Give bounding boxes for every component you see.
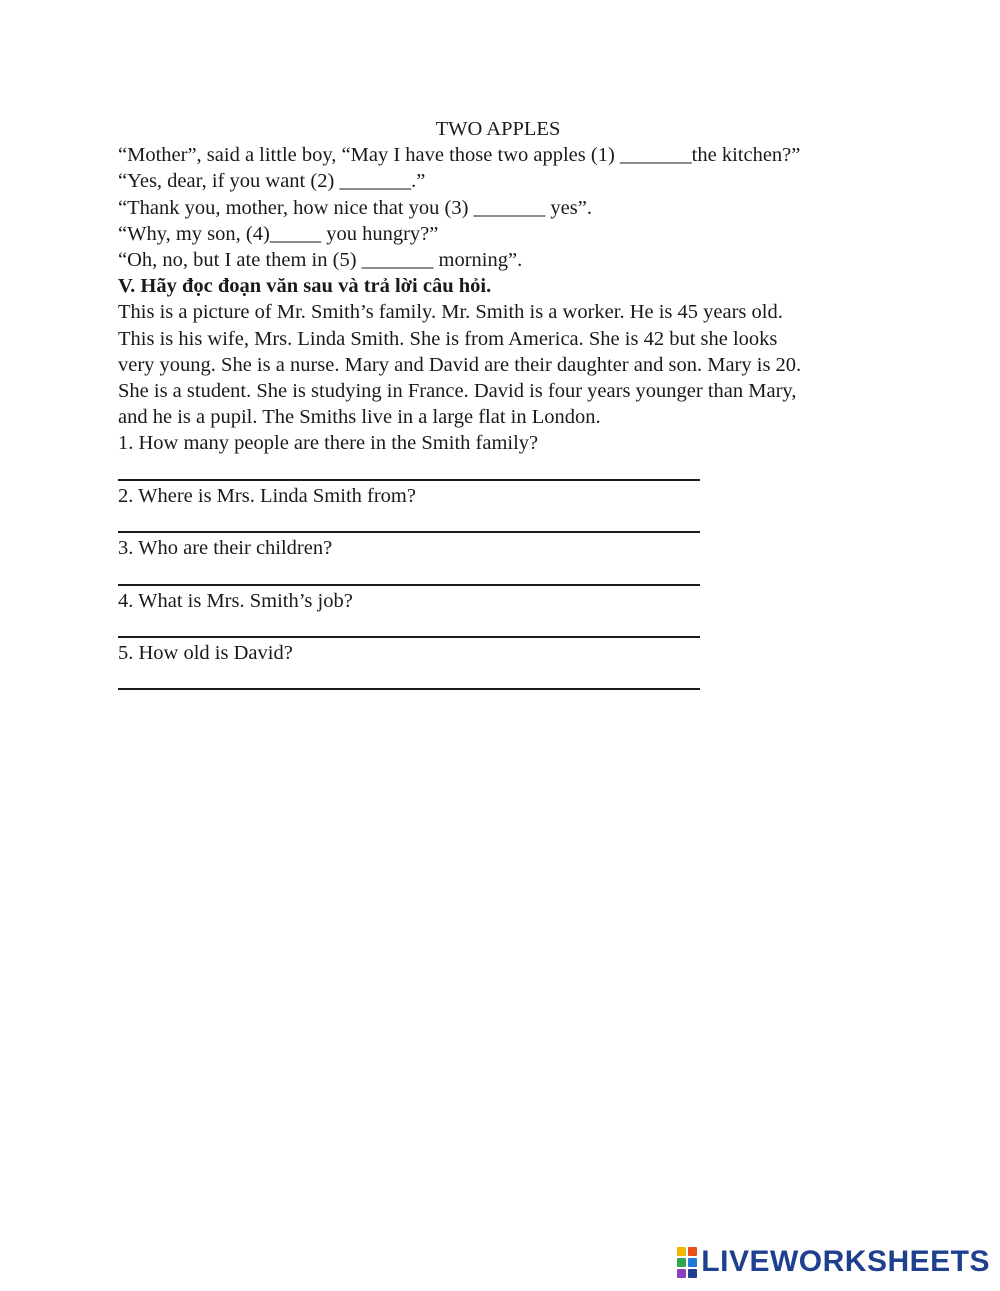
dialogue-line: “Mother”, said a little boy, “May I have those two apples (1) _______the kitchen?” bbox=[118, 144, 801, 167]
question: 4. What is Mrs. Smith’s job? bbox=[118, 589, 353, 612]
question: 3. Who are their children? bbox=[118, 537, 333, 560]
logo-icon bbox=[677, 1247, 697, 1278]
question: 5. How old is David? bbox=[118, 642, 293, 664]
passage-line: She is a student. She is studying in France. David is four years younger than Mary, bbox=[118, 380, 797, 403]
dialogue-line: “Oh, no, but I ate them in (5) _______ morning”. bbox=[118, 249, 523, 272]
logo-block bbox=[688, 1247, 697, 1256]
passage-line: very young. She is a nurse. Mary and David are their daughter and son. Mary is 20. bbox=[118, 353, 802, 376]
passage-line: This is a picture of Mr. Smith’s family. Mr. Smith is a worker. He is 45 years old. bbox=[118, 301, 783, 324]
dialogue-line: “Why, my son, (4)_____ you hungry?” bbox=[118, 222, 439, 245]
logo-block bbox=[677, 1269, 686, 1278]
page-title: TWO APPLES bbox=[435, 118, 561, 140]
answer-field[interactable] bbox=[118, 664, 700, 690]
answer-field[interactable] bbox=[118, 507, 700, 533]
logo-block bbox=[677, 1258, 686, 1267]
question: 2. Where is Mrs. Linda Smith from? bbox=[118, 484, 416, 507]
logo-text: LIVEWORKSHEETS bbox=[701, 1245, 990, 1278]
passage-line: and he is a pupil. The Smiths live in a large flat in London. bbox=[118, 406, 601, 429]
dialogue-line: “Thank you, mother, how nice that you (3) _______ yes”. bbox=[118, 196, 592, 219]
answer-field[interactable] bbox=[118, 559, 700, 585]
liveworksheets-logo bbox=[677, 1245, 990, 1279]
logo-block bbox=[677, 1247, 686, 1256]
answer-field[interactable] bbox=[118, 455, 700, 481]
reading-passage bbox=[118, 299, 898, 430]
logo-block bbox=[688, 1269, 697, 1278]
logo-block bbox=[688, 1258, 697, 1267]
question: 1. How many people are there in the Smith family? bbox=[118, 432, 539, 455]
answer-field[interactable] bbox=[118, 612, 700, 638]
dialogue bbox=[118, 142, 898, 273]
worksheet bbox=[118, 116, 898, 692]
dialogue-line: “Yes, dear, if you want (2) _______.” bbox=[118, 170, 426, 193]
section-heading: V. Hãy đọc đoạn văn sau và trả lời câu hỏi. bbox=[118, 275, 492, 298]
questions bbox=[118, 430, 898, 690]
passage-line: This is his wife, Mrs. Linda Smith. She is from America. She is 42 but she looks bbox=[118, 327, 778, 350]
